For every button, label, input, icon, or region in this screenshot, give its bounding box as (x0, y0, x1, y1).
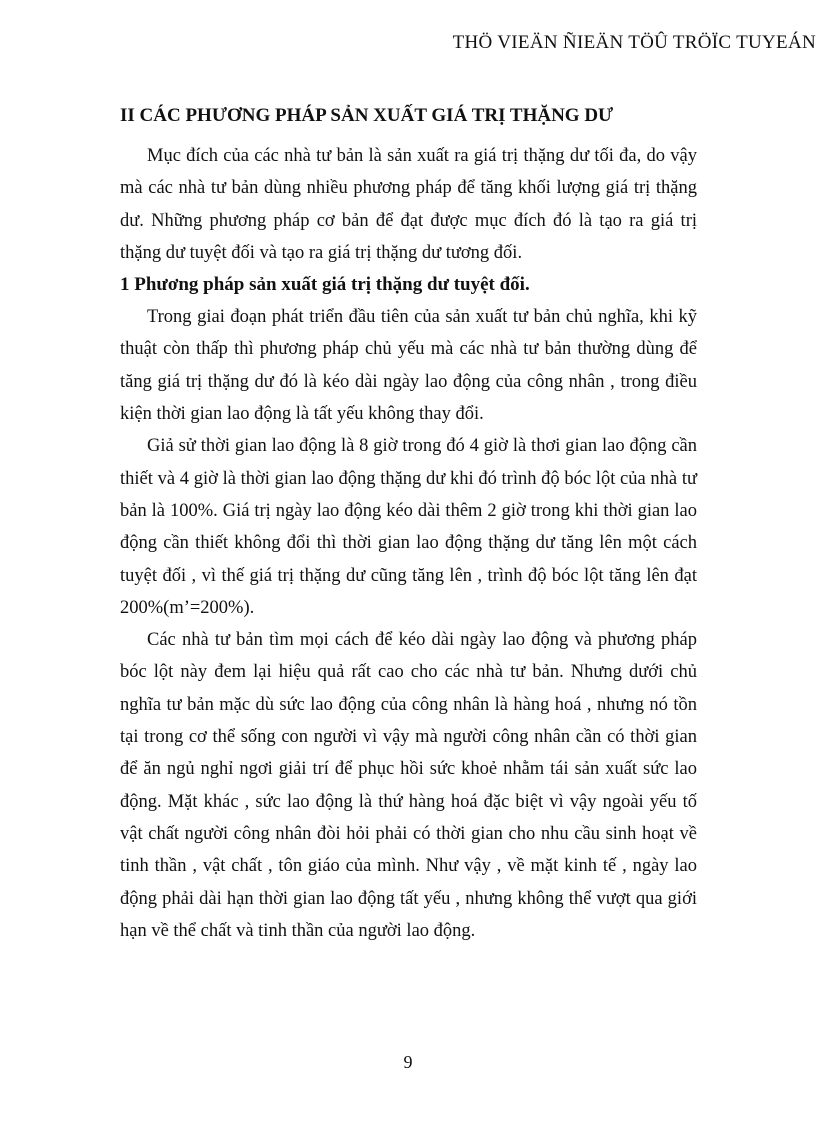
page-body (120, 100, 697, 947)
body-paragraph-2: Giả sử thời gian lao động là 8 giờ trong đó 4 giờ là thơi gian lao động cần thiết và 4 giờ là thời gian lao động thặng dư khi đó trình độ bóc lột của nhà tư bản là 100%. Giá trị ngày lao động kéo dài thêm 2 giờ trong khi thời gian lao động cần thiết không đổi thì thời gian lao động thặng dư tăng lên một cách tuyệt đối , vì thế giá trị thặng dư cũng tăng lên , trình độ bóc lột tăng lên đạt 200%(m’=200%). (120, 436, 697, 618)
running-header: THÖ VIEÄN ÑIEÄN TÖÛ TRÖÏC TUYEÁN (452, 32, 816, 53)
section-intro-paragraph: Mục đích của các nhà tư bản là sản xuất ra giá trị thặng dư tối đa, do vậy mà các nhà tư bản dùng nhiều phương pháp để tăng khối lượng giá trị thặng dư. Những phương pháp cơ bản để đạt được mục đích đó là tạo ra giá trị thặng dư tuyệt đối và tạo ra giá trị thặng dư tương đối. (120, 146, 697, 263)
body-paragraph-1: Trong giai đoạn phát triển đầu tiên của sản xuất tư bản chủ nghĩa, khi kỹ thuật còn thấp thì phương pháp chủ yếu mà các nhà tư bản thường dùng để tăng giá trị thặng dư đó là kéo dài ngày lao động của công nhân , trong điều kiện thời gian lao động là tất yếu không thay đổi. (120, 307, 697, 425)
body-paragraph-3: Các nhà tư bản tìm mọi cách để kéo dài ngày lao động và phương pháp bóc lột này đem lại hiệu quả rất cao cho các nhà tư bản. Nhưng dưới chủ nghĩa tư bản mặc dù sức lao động của công nhân là hàng hoá , nhưng nó tồn tại trong cơ thể sống con người vì vậy mà người công nhân cần có thời gian để ăn ngủ nghỉ ngơi giải trí để phục hồi sức khoẻ nhằm tái sản xuất sức lao động. Mặt khác , sức lao động là thứ hàng hoá đặc biệt vì vậy ngoài yếu tố vật chất người công nhân đòi hỏi phải có thời gian cho nhu cầu sinh hoạt về tinh thần , vật chất , tôn giáo của mình. Như vậy , về mặt kinh tế , ngày lao động phải dài hạn thời gian lao động tất yếu , nhưng không thể vượt qua giới hạn về thể chất và tinh thần của người lao động. (120, 630, 697, 941)
section-heading: II CÁC PHƯƠNG PHÁP SẢN XUẤT GIÁ TRỊ THẶNG DƯ (120, 105, 614, 126)
subsection-heading: 1 Phương pháp sản xuất giá trị thặng dư tuyệt đối. (120, 274, 530, 296)
page-number: 9 (403, 1052, 413, 1072)
